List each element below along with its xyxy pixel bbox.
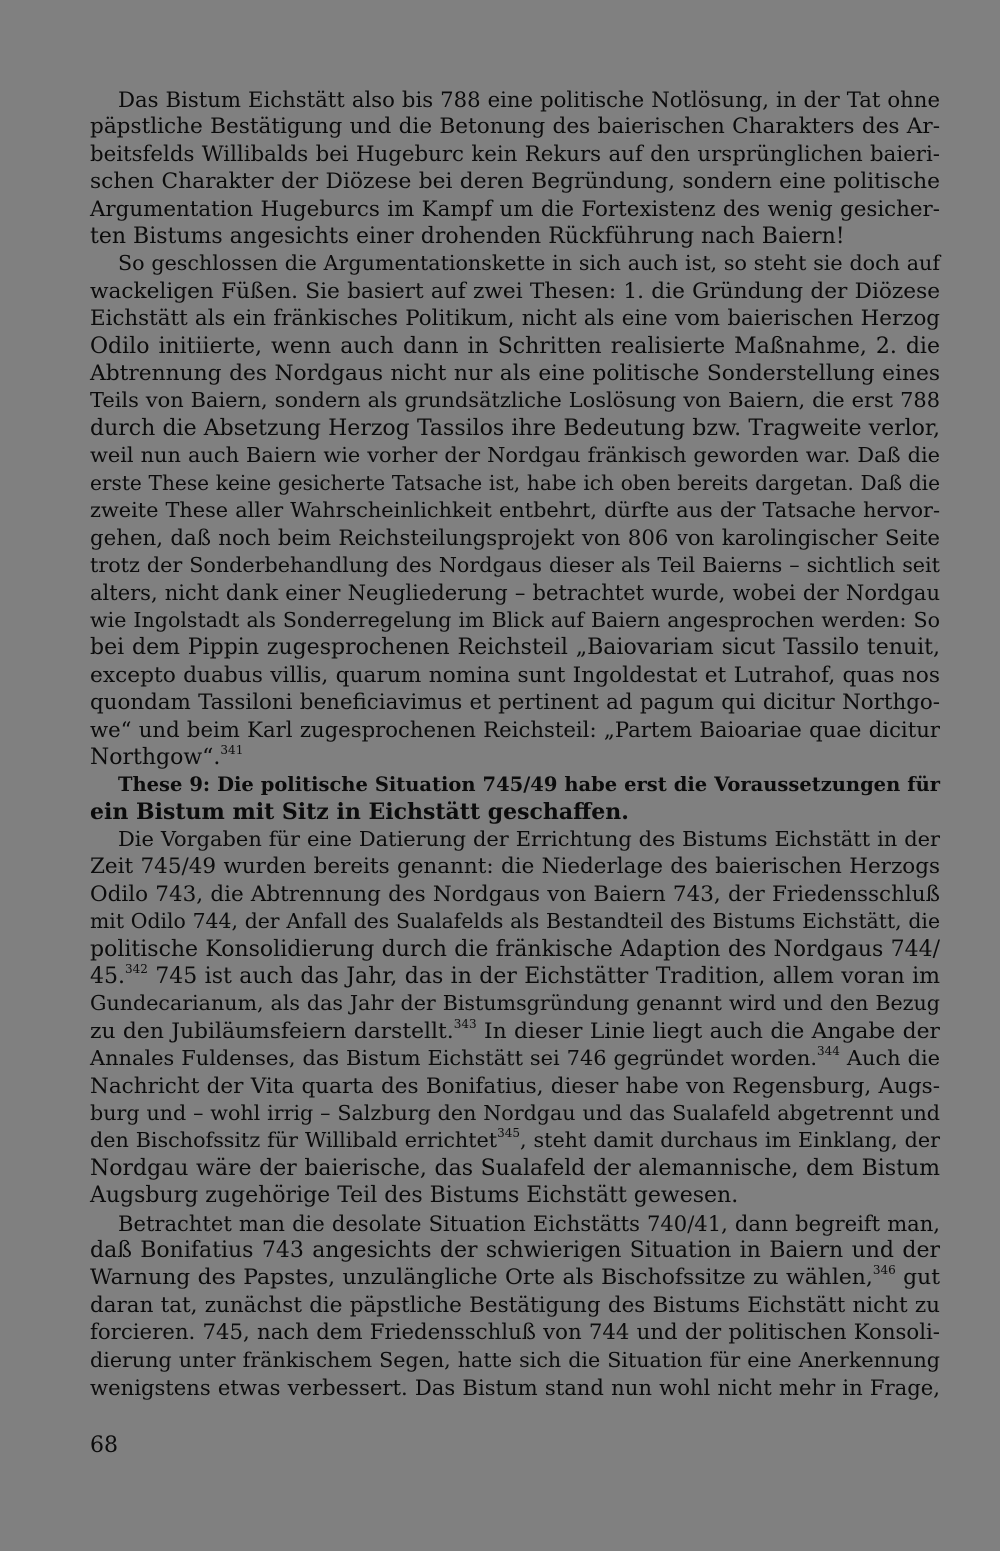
text-segment: Abtrennung des Nordgaus nicht nur als eine politische Sonderstellung eines (90, 361, 940, 387)
text-segment: Odilo 743, die Abtrennung des Nordgaus von Baiern 743, der Friedensschluß (90, 881, 940, 907)
text-line (90, 1264, 940, 1291)
text-segment: quondam Tassiloni beneficiavimus et pertinent ad pagum qui dicitur Northgo- (90, 689, 940, 715)
text-line (90, 1127, 940, 1154)
paragraph (90, 86, 940, 250)
footnote-reference: 342 (125, 962, 148, 976)
text-line (90, 963, 940, 990)
text-line (90, 1155, 940, 1182)
text-line (90, 525, 940, 552)
text-segment: daran tat, zunächst die päpstliche Bestätigung des Bistums Eichstätt nicht zu (90, 1292, 940, 1318)
text-segment: excepto duabus villis, quarum nomina sunt Ingoldestat et Lutrahof, quas nos (90, 662, 940, 688)
text-segment: , steht damit durchaus im Einklang, der (520, 1128, 940, 1153)
text-segment: Teils von Baiern, sondern als grundsätzliche Loslösung von Baiern, die erst 788 (90, 388, 940, 413)
text-segment: Odilo initiierte, wenn auch dann in Schritten realisierte Maßnahme, 2. die (90, 333, 940, 359)
page-number: 68 (90, 1433, 118, 1458)
text-line (90, 936, 940, 963)
text-line (90, 113, 940, 140)
text-segment: zu den Jubiläumsfeiern darstellt. (90, 1018, 454, 1044)
text-segment: burg und – wohl irrig – Salzburg den Nordgau und das Sualafeld abgetrennt und (90, 1101, 940, 1126)
text-segment: So geschlossen die Argumentationskette in sich auch ist, so steht sie doch auf (118, 251, 940, 276)
text-segment: Augsburg zugehörige Teil des Bistums Eichstätt gewesen. (90, 1183, 739, 1209)
footnote-reference: 345 (497, 1126, 521, 1141)
text-segment: mit Odilo 744, der Anfall des Sualafelds als Bestandteil des Bistums Eichstätt, die (90, 909, 940, 934)
text-segment: Warnung des Papstes, unzulängliche Orte als Bischofssitze zu wählen, (90, 1265, 873, 1291)
text-segment: ten Bistums angesichts einer drohenden Rückführung nach Baiern! (90, 224, 845, 250)
text-line (90, 552, 940, 579)
text-line (90, 1292, 940, 1319)
text-line (90, 826, 940, 853)
text-line (90, 305, 940, 332)
text-segment: wackeligen Füßen. Sie basiert auf zwei Thesen: 1. die Gründung der Diözese (90, 278, 940, 304)
text-line (90, 990, 940, 1017)
text-segment: Nordgau wäre der baierische, das Sualafeld der alemannische, dem Bistum (90, 1155, 940, 1181)
text-segment: Zeit 745/49 wurden bereits genannt: die Niederlage des baierischen Herzogs (90, 854, 940, 880)
text-line (90, 168, 940, 195)
text-segment: Annales Fuldenses, das Bistum Eichstätt sei 746 gegründet worden. (90, 1046, 818, 1071)
text-segment: wenigstens etwas verbessert. Das Bistum stand nun wohl nicht mehr in Frage, (90, 1375, 940, 1401)
text-segment: Argumentation Hugeburcs im Kampf um die Fortexistenz des wenig gesicher- (90, 196, 940, 222)
text-segment: Northgow“. (90, 744, 221, 770)
text-line (90, 442, 940, 469)
text-line (90, 771, 940, 798)
paragraph (90, 1210, 940, 1402)
text-line (90, 1210, 940, 1237)
text-segment: weil nun auch Baiern wie vorher der Nordgau fränkisch geworden war. Daß die (90, 443, 940, 468)
text-segment: bei dem Pippin zugesprochenen Reichsteil „Baiovariam sicut Tassilo tenuit, (90, 635, 940, 661)
text-line (90, 141, 940, 168)
text-segment: Die Vorgaben für eine Datierung der Errichtung des Bistums Eichstätt in der (118, 826, 940, 851)
text-line (90, 689, 940, 716)
text-segment: erste These keine gesicherte Tatsache ist, habe ich oben bereits dargetan. Daß die (90, 470, 940, 495)
text-segment: These 9: Die politische Situation 745/49 habe erst die Voraussetzungen für (118, 773, 940, 797)
text-segment: forcieren. 745, nach dem Friedensschluß von 744 und der politischen Konsoli- (90, 1320, 940, 1346)
text-segment: beitsfelds Willibalds bei Hugeburc kein Rekurs auf den ursprünglichen baieri- (90, 141, 940, 167)
text-line (90, 607, 940, 634)
text-segment: wie Ingolstadt als Sonderregelung im Blick auf Baiern angesprochen werden: So (90, 607, 940, 632)
text-line (90, 333, 940, 360)
text-line (90, 1073, 940, 1100)
text-line (90, 908, 940, 935)
footnote-reference: 341 (220, 742, 244, 757)
text-line (90, 278, 940, 305)
text-segment: ein Bistum mit Sitz in Eichstätt geschaffen. (90, 798, 629, 825)
text-segment: alters, nicht dank einer Neugliederung – betrachtet wurde, wobei der Nordgau (90, 580, 940, 606)
section-heading (90, 771, 940, 826)
page-text (90, 86, 940, 1402)
paragraph (90, 826, 940, 1210)
text-line (90, 1018, 940, 1045)
text-segment: Gundecarianum, als das Jahr der Bistumsgründung genannt wird und den Bezug (90, 991, 940, 1016)
text-line (90, 716, 940, 743)
text-line (90, 196, 940, 223)
text-line (90, 579, 940, 606)
text-segment: dierung unter fränkischem Segen, hatte sich die Situation für eine Anerkennung (90, 1347, 940, 1372)
text-line (90, 1374, 940, 1401)
text-segment: Betrachtet man die desolate Situation Eichstätts 740/41, dann begreift man, (118, 1210, 940, 1236)
text-segment: trotz der Sonderbehandlung des Nordgaus dieser als Teil Baierns – sichtlich seit (90, 552, 940, 577)
text-segment: daß Bonifatius 743 angesichts der schwierigen Situation in Baiern und der (90, 1238, 940, 1264)
text-line (90, 1045, 940, 1072)
paragraph (90, 250, 940, 771)
text-segment: Das Bistum Eichstätt also bis 788 eine politische Notlösung, in der Tat ohne (118, 87, 940, 112)
text-segment: 745 ist auch das Jahr, das in der Eichstätter Tradition, allem voran im (147, 964, 940, 989)
text-segment: politische Konsolidierung durch die fränkische Adaption des Nordgaus 744/ (90, 936, 940, 962)
text-segment: Eichstätt als ein fränkisches Politikum, nicht als eine vom baierischen Herzog (90, 306, 940, 332)
text-segment: zweite These aller Wahrscheinlichkeit entbehrt, dürfte aus der Tatsache hervor- (90, 498, 940, 523)
text-segment: gehen, daß noch beim Reichsteilungsprojekt von 806 von karolingischer Seite (90, 525, 940, 551)
text-line (90, 360, 940, 387)
text-segment: den Bischofssitz für Willibald errichtet (90, 1128, 498, 1153)
text-line (90, 853, 940, 880)
text-line (90, 470, 940, 497)
text-segment: we“ und beim Karl zugesprochenen Reichsteil: „Partem Baioariae quae dicitur (90, 717, 940, 743)
text-line (90, 387, 940, 414)
text-segment: 45. (90, 964, 125, 989)
text-line (90, 799, 940, 826)
text-line (90, 86, 940, 113)
text-line (90, 662, 940, 689)
text-segment: gut (895, 1265, 940, 1291)
text-line (90, 415, 940, 442)
text-line (90, 1182, 940, 1209)
text-segment: Auch die (839, 1046, 941, 1071)
text-segment: In dieser Linie liegt auch die Angabe der (476, 1018, 940, 1044)
text-segment: durch die Absetzung Herzog Tassilos ihre Bedeutung bzw. Tragweite verlor, (90, 415, 940, 441)
footnote-reference: 344 (817, 1044, 840, 1059)
footnote-reference: 343 (453, 1016, 477, 1031)
text-segment: päpstliche Bestätigung und die Betonung des baierischen Charakters des Ar- (90, 114, 940, 140)
text-segment: schen Charakter der Diözese bei deren Begründung, sondern eine politische (90, 169, 940, 195)
text-line (90, 250, 940, 277)
text-line (90, 1100, 940, 1127)
text-line (90, 223, 940, 250)
text-line (90, 1237, 940, 1264)
footnote-reference: 346 (872, 1263, 896, 1278)
text-line (90, 881, 940, 908)
text-line (90, 1319, 940, 1346)
text-line (90, 497, 940, 524)
text-line (90, 744, 940, 771)
text-segment: Nachricht der Vita quarta des Bonifatius, dieser habe von Regensburg, Augs- (90, 1073, 940, 1099)
text-line (90, 1347, 940, 1374)
text-line (90, 634, 940, 661)
